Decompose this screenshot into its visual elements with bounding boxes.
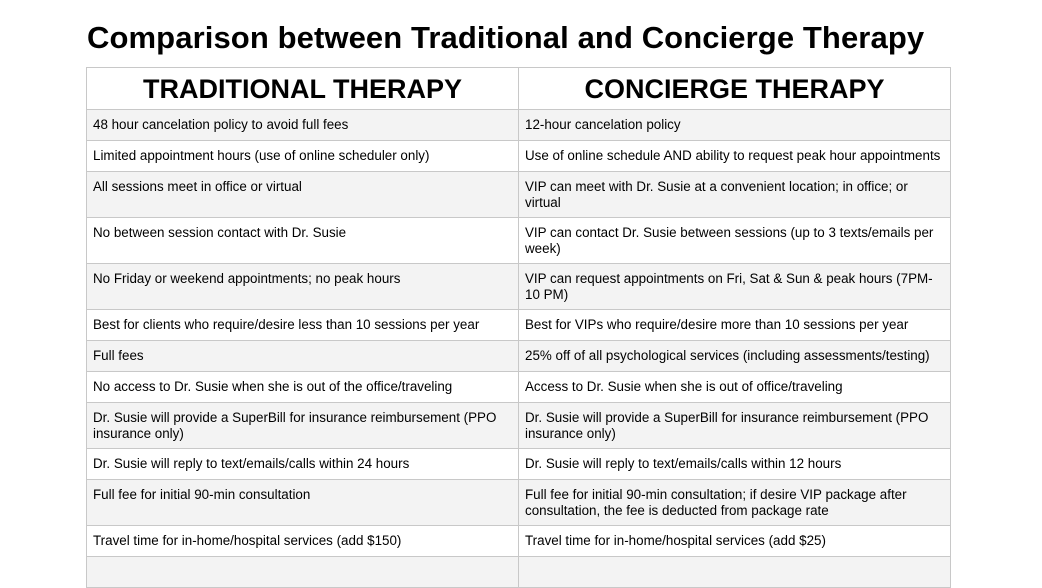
concierge-cell: Use of online schedule AND ability to request peak hour appointments (519, 141, 951, 172)
table-row (87, 264, 951, 310)
table-row (87, 526, 951, 557)
concierge-cell: Dr. Susie will provide a SuperBill for insurance reimbursement (PPO insurance only) (519, 403, 951, 449)
concierge-cell: Travel time for in-home/hospital services (add $25) (519, 526, 951, 557)
table-row (87, 372, 951, 403)
column-header-concierge: CONCIERGE THERAPY (519, 68, 951, 110)
concierge-cell: Best for VIPs who require/desire more than 10 sessions per year (519, 310, 951, 341)
traditional-cell: Full fees (87, 341, 519, 372)
table-row (87, 480, 951, 526)
concierge-cell: 12-hour cancelation policy (519, 110, 951, 141)
concierge-cell: Dr. Susie will reply to text/emails/calls within 12 hours (519, 449, 951, 480)
traditional-cell: No Friday or weekend appointments; no peak hours (87, 264, 519, 310)
table-row (87, 110, 951, 141)
concierge-cell: Access to Dr. Susie when she is out of office/traveling (519, 372, 951, 403)
traditional-cell: 48 hour cancelation policy to avoid full fees (87, 110, 519, 141)
traditional-cell: Dr. Susie will provide a SuperBill for insurance reimbursement (PPO insurance only) (87, 403, 519, 449)
traditional-cell: All sessions meet in office or virtual (87, 172, 519, 218)
concierge-cell: 25% off of all psychological services (including assessments/testing) (519, 341, 951, 372)
table-row (87, 449, 951, 480)
table-row (87, 341, 951, 372)
table-row (87, 218, 951, 264)
traditional-cell: Dr. Susie will reply to text/emails/calls within 24 hours (87, 449, 519, 480)
table-row (87, 557, 951, 588)
concierge-cell: VIP can request appointments on Fri, Sat & Sun & peak hours (7PM-10 PM) (519, 264, 951, 310)
concierge-cell: VIP can meet with Dr. Susie at a convenient location; in office; or virtual (519, 172, 951, 218)
traditional-cell: Full fee for initial 90-min consultation (87, 480, 519, 526)
traditional-cell: Travel time for in-home/hospital services (add $150) (87, 526, 519, 557)
traditional-cell: No between session contact with Dr. Susie (87, 218, 519, 264)
table-header-row (87, 68, 951, 110)
table-row (87, 172, 951, 218)
document-title: Comparison between Traditional and Concierge Therapy (87, 20, 925, 55)
table-row (87, 141, 951, 172)
concierge-cell: Full fee for initial 90-min consultation; if desire VIP package after consultation, the fee is deducted from package rate (519, 480, 951, 526)
traditional-cell (87, 557, 519, 588)
traditional-cell: Best for clients who require/desire less than 10 sessions per year (87, 310, 519, 341)
concierge-cell: VIP can contact Dr. Susie between sessions (up to 3 texts/emails per week) (519, 218, 951, 264)
traditional-cell: No access to Dr. Susie when she is out of the office/traveling (87, 372, 519, 403)
traditional-cell: Limited appointment hours (use of online scheduler only) (87, 141, 519, 172)
column-header-traditional: TRADITIONAL THERAPY (87, 68, 519, 110)
table-row (87, 310, 951, 341)
comparison-table (86, 67, 951, 588)
table-row (87, 403, 951, 449)
concierge-cell (519, 557, 951, 588)
